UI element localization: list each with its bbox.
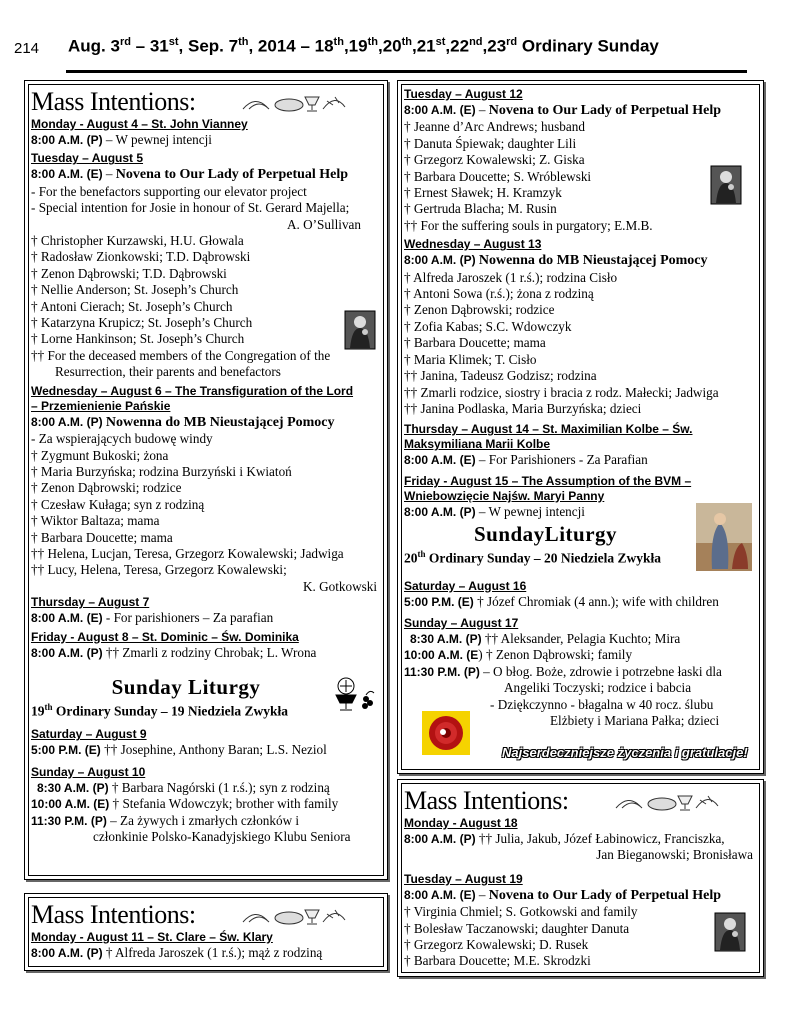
intention-line: † Christopher Kurzawski, H.U. Głowala [31,233,244,249]
bread-and-chalice-icon [239,904,349,926]
intention-line: A. O’Sullivan [287,216,361,232]
dash: – [102,166,116,182]
intention-line: † Zenon Dąbrowski; rodzice [404,302,555,318]
day-friday-aug8: Friday - August 8 – St. Dominic – Św. Dominika [31,629,299,644]
intention-text: †† Julia, Jakub, Józef Łabinowicz, Franciszka, [475,831,725,846]
mass-entry [31,166,381,183]
rose-icon [422,711,470,755]
intention-line: † Zofia Kabas; S.C. Wdowczyk [404,318,572,334]
page-number: 214 [14,40,40,57]
intention-line: - Dziękczynno - błagalna w 40 rocz. ślubu [490,696,714,712]
intention-line: † Barbara Doucette; M.E. Skrodzki [404,953,591,969]
ordinal-suffix: th [44,701,53,712]
mass-time: 11:30 P.M. (P) [404,664,480,679]
section-heading [404,786,757,816]
intention-line: † Barbara Doucette; S. Wróblewski [404,168,592,184]
day-wednesday-aug6: Wednesday – August 6 – The Transfiguration of the Lord [31,383,354,398]
ordinal-suffix: rd [506,36,518,48]
intention-line: - For the benefactors supporting our elevator project [31,183,307,199]
intention-text: †† Zmarli z rodziny Chrobak; L. Wrona [102,644,317,660]
day-sunday-aug17: Sunday – August 17 [404,616,519,631]
mass-time: 8:00 A.M. (P) [404,504,476,519]
day-thursday-aug14-cont: Maksymiliana Marii Kolbe [404,437,551,452]
intention-line: † Ernest Sławek; H. Kramzyk [404,185,562,201]
intention-line: † Barbara Doucette; mama [404,335,546,351]
intention-line: † Antoni Cierach; St. Joseph’s Church [31,298,233,314]
intention-text: ) † Zenon Dąbrowski; family [478,647,633,663]
mass-entry [404,831,757,847]
sunday-number: 19 [31,703,45,719]
day-sunday-aug10: Sunday – August 10 [31,764,146,779]
intention-line: † Bolesław Taczanowski; daughter Danuta [404,920,630,936]
intention-text: – W pewnej intencji [475,503,585,519]
page-header [14,36,774,64]
mass-time: 8:00 A.M. (E) [404,453,476,468]
intention-line: † Maria Burzyńska; rodzina Burzyński i Kwiatoń [31,463,292,479]
intention-text: † Stefania Wdowczyk; brother with family [109,796,339,812]
day-monday-aug11: Monday - August 11 – St. Clare – Św. Klary [31,930,273,944]
heading-text: Mass Intentions: [31,87,196,116]
intention-line: † Grzegorz Kowalewski; D. Rusek [404,937,589,953]
intention-line: Elżbiety i Mariana Pałka; dzieci [550,713,720,729]
mass-entry [404,631,757,647]
intention-line: † Maria Klimek; T. Cisło [404,351,537,367]
mass-time: 8:00 A.M. (P) [31,946,103,960]
mass-intentions-box-aug12 [397,80,764,774]
mass-time: 8:00 A.M. (E) [31,167,103,182]
mass-entry [31,742,381,758]
mass-time: 8:00 A.M. (E) [404,887,476,902]
heading-text: Mass Intentions: [31,900,196,929]
mass-time: 8:00 A.M. (E) [404,103,476,117]
section-heading [31,900,381,930]
ordinal-suffix: rd [119,36,131,48]
intention-line: †† Helena, Lucjan, Teresa, Grzegorz Kowalewski; Jadwiga [31,545,344,561]
intention-line: Angeliki Toczyski; rodzice i babcia [504,680,692,696]
greeting-banner: Najserdeczniejsze życzenia i gratulacje! [502,745,748,760]
mass-entry [404,647,757,663]
mass-time: 8:00 A.M. (P) [31,645,103,660]
ordinal-suffix: th [417,549,426,560]
dash: – [475,886,489,902]
intention-text: – For Parishioners - Za Parafian [475,452,648,468]
mass-entry [31,132,381,148]
ordinal-suffix: st [168,36,179,48]
intention-line: †† Zmarli rodzice, siostry i bracia z rodz. Małecki; Jadwiga [404,384,719,400]
mass-entry [404,594,757,610]
mass-time: 8:30 A.M. (P) [37,780,109,795]
bread-and-chalice-icon [612,790,722,812]
day-friday-aug15: Friday - August 15 – The Assumption of the BVM – [404,473,692,488]
day-wednesday-aug13: Wednesday – August 13 [404,237,542,252]
mass-time: 5:00 P.M. (E) [404,594,474,609]
novena-title: Novena to Our Lady of Perpetual Help [488,887,722,903]
intention-line: †† Janina Podlaska, Maria Burzyńska; dzieci [404,400,642,416]
mass-time: 8:00 A.M. (P) [31,133,103,147]
heading-text: Mass Intentions: [404,786,569,815]
intention-line: † Zenon Dąbrowski; rodzice [31,480,182,496]
intention-text: - For parishioners – Za parafian [102,610,274,626]
day-monday-aug4: Monday - August 4 – St. John Vianney [31,117,248,131]
header-rule [66,70,747,73]
intention-line: † Alfreda Jaroszek (1 r.ś.); rodzina Cisło [404,269,618,285]
novena-title: Novena to Our Lady of Perpetual Help [488,103,722,118]
mass-intentions-box-aug4 [24,80,388,880]
day-tuesday-aug12: Tuesday – August 12 [404,87,523,101]
intention-text: † Józef Chromiak (4 ann.); wife with children [473,593,719,609]
intention-line: † Wiktor Baltaza; mama [31,513,160,529]
page-title: Aug. 3rd – 31st, Sep. 7th, 2014 – 18th,19th,20th,21st,22nd,23rd Ordinary Sunday [68,36,659,56]
section-heading [31,87,381,117]
day-thursday-aug14: Thursday – August 14 – St. Maximilian Kolbe – Św. [404,422,693,437]
mass-time: 11:30 P.M. (P) [31,813,107,828]
mass-time: 8:00 A.M. (E) [31,611,103,626]
intention-line: - Za wspierających budowę windy [31,431,213,447]
sunday-liturgy-title: Sunday Liturgy [111,674,261,699]
intention-text: †† Josephine, Anthony Baran; L.S. Neziol [100,742,327,758]
madonna-icon [714,912,746,952]
novena-title: Novena to Our Lady of Perpetual Help [115,167,349,183]
intention-line: † Gertruda Blacha; M. Rusin [404,201,557,217]
intention-line: † Zygmunt Bukoski; żona [31,447,169,463]
intention-line: † Jeanne d’Arc Andrews; husband [404,119,585,135]
mass-time: 8:00 A.M. (P) [404,253,476,268]
mass-entry [31,414,381,431]
sunday-liturgy-title: SundayLiturgy [473,522,618,547]
sunday-number: 20 [404,550,418,566]
mass-time: 10:00 A.M. (E) [31,797,110,812]
ordinal-suffix: th [401,36,412,48]
mass-entry [31,645,381,661]
intention-text: – W pewnej intencji [102,132,212,147]
day-saturday-aug9: Saturday – August 9 [31,727,147,742]
mass-entry [31,945,381,961]
mass-entry [404,664,757,680]
intention-text: †† Aleksander, Pelagia Kuchto; Mira [481,631,681,647]
intention-line: † Nellie Anderson; St. Joseph’s Church [31,282,239,298]
mass-time: 8:00 A.M. (P) [31,414,103,429]
intention-line: † Danuta Śpiewak; daughter Lili [404,135,577,151]
madonna-icon [710,165,742,205]
mass-intentions-box-aug11 [24,893,388,971]
intention-line: † Czesław Kułaga; syn z rodziną [31,496,205,512]
intention-text: † Barbara Nagórski (1 r.ś.); syn z rodziną [108,779,330,795]
sunday-name: Ordinary Sunday – 20 Niedziela Zwykła [425,550,662,566]
day-tuesday-aug19: Tuesday – August 19 [404,871,523,886]
assumption-image [696,503,752,571]
mass-entry [31,780,381,796]
ordinal-suffix: th [333,36,344,48]
intention-line: †† Janina, Tadeusz Godzisz; rodzina [404,368,597,384]
intention-line: † Lorne Hankinson; St. Joseph’s Church [31,331,245,347]
novena-title: Nowenna do MB Nieustającej Pomocy [478,253,708,269]
intention-line: Jan Bieganowski; Bronisława [596,847,753,863]
intention-line: † Barbara Doucette; mama [31,529,173,545]
mass-entry [404,102,757,119]
dash: – [475,102,489,117]
mass-entry [31,610,381,626]
ordinal-suffix: st [435,36,446,48]
intention-text: – Za żywych i zmarłych członków i [106,812,300,828]
intention-line: † Antoni Sowa (r.ś.); żona z rodziną [404,286,594,302]
intention-line: † Grzegorz Kowalewski; Z. Giska [404,152,585,168]
intention-line: † Virginia Chmiel; S. Gotkowski and family [404,904,638,920]
mass-entry [31,796,381,812]
mass-entry [404,452,757,468]
intention-line: K. Gotkowski [303,578,377,594]
madonna-icon [344,310,376,350]
novena-title: Nowenna do MB Nieustającej Pomocy [105,414,335,430]
intention-line: † Katarzyna Krupicz; St. Joseph’s Church [31,315,253,331]
mass-time: 5:00 P.M. (E) [31,743,101,758]
day-wednesday-aug6-cont: – Przemienienie Pańskie [31,398,171,413]
mass-intentions-box-aug18 [397,779,764,977]
ordinal-suffix: th [238,36,249,48]
ordinary-sunday-line [31,699,381,720]
intention-line: †† Lucy, Helena, Teresa, Grzegorz Kowalewski; [31,562,287,578]
day-friday-aug15-cont: Wniebowzięcie Najśw. Maryi Panny [404,488,605,503]
sunday-name: Ordinary Sunday – 19 Niedziela Zwykła [52,703,289,719]
intention-line: † Radosław Zionkowski; T.D. Dąbrowski [31,249,251,265]
day-saturday-aug16: Saturday – August 16 [404,578,527,593]
mass-entry [404,887,757,904]
intention-line: † Zenon Dąbrowski; T.D. Dąbrowski [31,265,227,281]
intention-text: † Alfreda Jaroszek (1 r.ś.); mąż z rodziną [102,945,323,960]
ordinal-suffix: nd [469,36,483,48]
mass-time: 8:30 A.M. (P) [410,632,482,647]
mass-time: 8:00 A.M. (P) [404,832,476,846]
mass-entry [31,813,381,829]
intention-line: - Special intention for Josie in honour of St. Gerard Majella; [31,200,350,216]
day-monday-aug18: Monday - August 18 [404,816,518,830]
intention-text: – O błog. Boże, zdrowie i potrzebne łaski dla [479,663,722,679]
intention-line: Resurrection, their parents and benefactors [55,364,281,380]
intention-line: członkinie Polsko-Kanadyjskiego Klubu Seniora [93,829,351,845]
mass-time: 10:00 A.M. (E [404,648,479,663]
day-tuesday-aug5: Tuesday – August 5 [31,151,144,166]
intention-line: †† For the suffering souls in purgatory; E.M.B. [404,217,653,233]
eucharist-icon [332,677,376,713]
day-thursday-aug7: Thursday – August 7 [31,595,150,610]
mass-entry [404,252,757,269]
intention-line: †† For the deceased members of the Congregation of the [31,347,331,363]
bread-and-chalice-icon [239,91,349,113]
ordinal-suffix: th [367,36,378,48]
